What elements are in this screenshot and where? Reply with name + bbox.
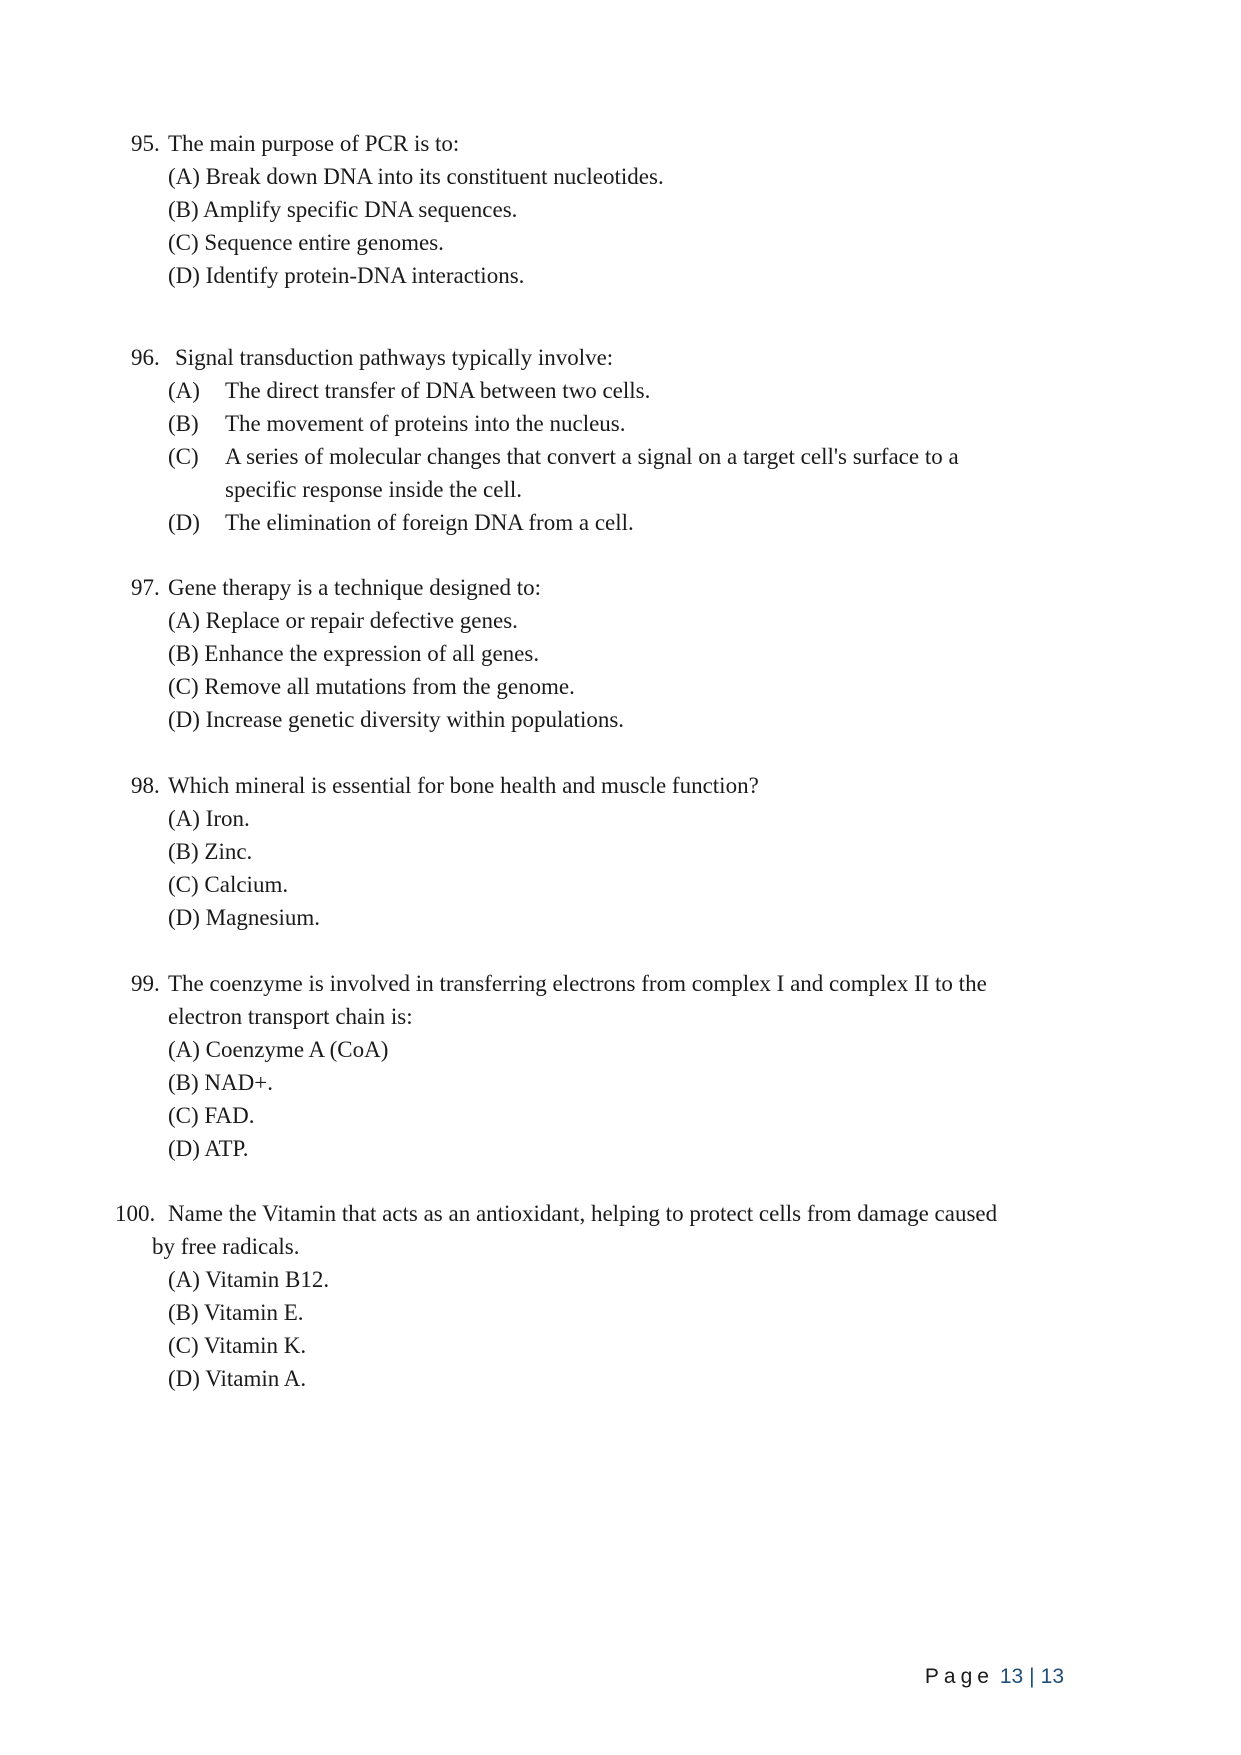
option-text: (B) Zinc. [168, 839, 253, 864]
option-text: (D) ATP. [168, 1136, 249, 1161]
question-number: 100. [115, 1201, 156, 1226]
current-page-number: 13 [999, 1665, 1024, 1688]
option-text: (D) Vitamin A. [168, 1366, 307, 1391]
question-text: Signal transduction pathways typically involve: [175, 345, 614, 370]
question-stem [0, 1197, 1241, 1230]
option-a [0, 1263, 1241, 1296]
question-stem [0, 967, 1241, 1000]
option-text: (D) Increase genetic diversity within populations. [168, 707, 625, 732]
question-number: 98. [131, 773, 160, 798]
question-text: The coenzyme is involved in transferring electrons from complex I and complex II to the [168, 971, 987, 996]
question-stem [0, 769, 1241, 802]
option-text: (A) Iron. [168, 806, 250, 831]
option-a [0, 374, 1241, 407]
option-text: (D) Magnesium. [168, 905, 321, 930]
option-text: (C) Sequence entire genomes. [168, 230, 444, 255]
question-96 [0, 341, 1241, 539]
option-text: (A) Vitamin B12. [168, 1267, 330, 1292]
option-text: (C) Calcium. [168, 872, 289, 897]
question-text: Gene therapy is a technique designed to: [168, 575, 541, 600]
option-text: The elimination of foreign DNA from a cell. [225, 510, 634, 535]
option-a [0, 802, 1241, 835]
question-97 [0, 571, 1241, 736]
question-text: The main purpose of PCR is to: [168, 131, 460, 156]
page-separator: | [1029, 1665, 1035, 1688]
option-a [0, 1033, 1241, 1066]
question-stem-continued [0, 1000, 1241, 1033]
option-c [0, 1329, 1241, 1362]
option-c [0, 440, 1241, 473]
option-text: (C) Remove all mutations from the genome. [168, 674, 575, 699]
option-d [0, 506, 1241, 539]
question-number: 96. [131, 345, 160, 370]
option-b [0, 637, 1241, 670]
option-c [0, 670, 1241, 703]
page-footer [925, 1665, 1064, 1689]
question-number: 97. [131, 575, 160, 600]
option-b [0, 1296, 1241, 1329]
question-100 [0, 1197, 1241, 1395]
option-a [0, 160, 1241, 193]
option-c [0, 868, 1241, 901]
option-d [0, 1362, 1241, 1395]
option-text: The movement of proteins into the nucleus. [225, 411, 626, 436]
option-text: (A) Replace or repair defective genes. [168, 608, 518, 633]
option-text: (D) Identify protein-DNA interactions. [168, 263, 525, 288]
total-page-count: 13 [1040, 1665, 1064, 1688]
option-text: (C) FAD. [168, 1103, 255, 1128]
question-number: 99. [131, 971, 160, 996]
question-stem-continued [0, 1230, 1241, 1263]
option-d [0, 703, 1241, 736]
option-letter: (D) [168, 510, 200, 535]
option-b [0, 1066, 1241, 1099]
option-text: A series of molecular changes that convert a signal on a target cell's surface to a [225, 444, 959, 469]
option-c-continued [0, 473, 1241, 506]
option-d [0, 901, 1241, 934]
option-text: specific response inside the cell. [225, 477, 522, 502]
option-letter: (B) [168, 411, 199, 436]
question-95 [0, 127, 1241, 292]
option-b [0, 407, 1241, 440]
question-98 [0, 769, 1241, 934]
option-d [0, 259, 1241, 292]
question-stem [0, 571, 1241, 604]
option-letter: (A) [168, 378, 200, 403]
question-stem [0, 341, 1241, 374]
option-text: (A) Break down DNA into its constituent nucleotides. [168, 164, 664, 189]
option-text: (B) Vitamin E. [168, 1300, 304, 1325]
option-text: (A) Coenzyme A (CoA) [168, 1037, 389, 1062]
page-label: Page [924, 1665, 994, 1688]
option-text: (B) Amplify specific DNA sequences. [168, 197, 518, 222]
option-d [0, 1132, 1241, 1165]
option-b [0, 193, 1241, 226]
option-letter: (C) [168, 444, 199, 469]
question-text: electron transport chain is: [168, 1004, 413, 1029]
question-text: by free radicals. [152, 1234, 300, 1259]
option-c [0, 1099, 1241, 1132]
question-number: 95. [131, 131, 160, 156]
question-99 [0, 967, 1241, 1165]
option-text: (C) Vitamin K. [168, 1333, 307, 1358]
option-b [0, 835, 1241, 868]
option-c [0, 226, 1241, 259]
option-text: (B) NAD+. [168, 1070, 273, 1095]
option-text: (B) Enhance the expression of all genes. [168, 641, 540, 666]
question-text: Name the Vitamin that acts as an antioxidant, helping to protect cells from damage caused [168, 1201, 998, 1226]
question-text: Which mineral is essential for bone health and muscle function? [168, 773, 759, 798]
option-text: The direct transfer of DNA between two cells. [225, 378, 651, 403]
option-a [0, 604, 1241, 637]
question-stem [0, 127, 1241, 160]
